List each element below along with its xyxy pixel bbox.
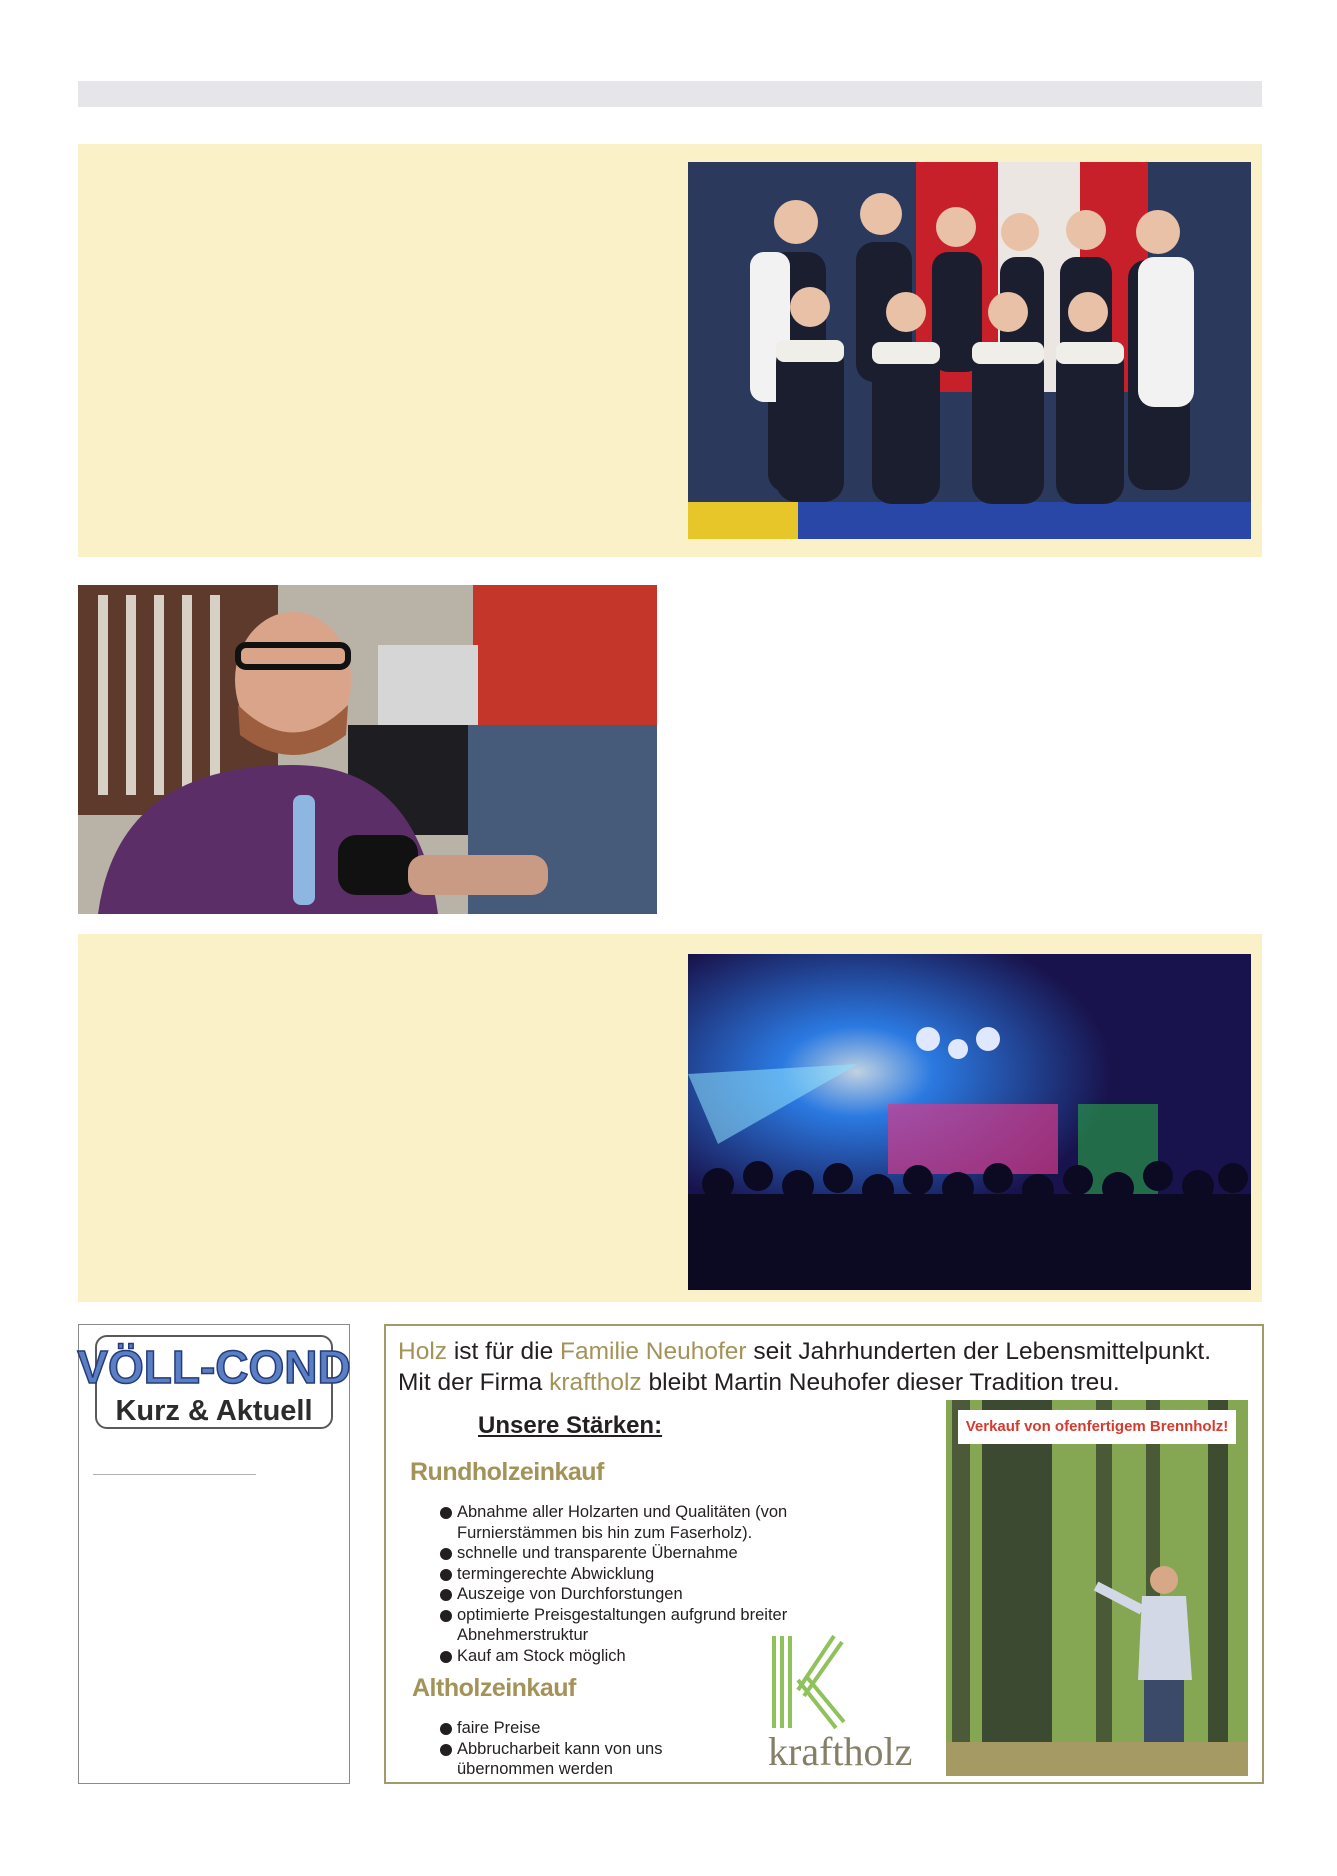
section-title-altholz: Altholzeinkauf: [412, 1674, 576, 1702]
rundholz-list: [440, 1502, 820, 1666]
brand-wordmark: kraftholz: [768, 1729, 913, 1774]
list-item: schnelle und transparente Übernahme: [440, 1543, 820, 1564]
kraftholz-k-icon: [768, 1632, 848, 1732]
tattoo-artist-photo: [78, 585, 657, 914]
headline-brand: kraftholz: [549, 1369, 642, 1396]
divider: [93, 1474, 256, 1475]
ad-headline: [398, 1336, 1258, 1398]
list-item: Kauf am Stock möglich: [440, 1646, 820, 1667]
headline-text: ist für die: [447, 1338, 561, 1365]
headline-holz: Holz: [398, 1338, 448, 1365]
svg-text:VÖLL-COND: VÖLL-COND: [77, 1341, 351, 1393]
list-item: Abbrucharbeit kann von uns übernommen werden: [440, 1739, 680, 1780]
strengths-title: Unsere Stärken:: [478, 1412, 663, 1439]
list-item: termingerechte Abwicklung: [440, 1564, 820, 1585]
altholz-list: [440, 1718, 680, 1780]
gymnastics-team-photo: [688, 162, 1251, 539]
header-bar: [78, 81, 1262, 107]
logo-caption: Kurz & Aktuell: [115, 1395, 313, 1427]
list-item: Abnahme aller Holzarten und Qualitäten (von Furnierstämmen bis hin zum Faserholz).: [440, 1502, 820, 1543]
headline-text: Mit der Firma: [398, 1369, 550, 1396]
forest-photo: [946, 1400, 1248, 1742]
headline-family: Familie Neuhofer: [560, 1338, 747, 1365]
kraftholz-advertisement: [384, 1324, 1264, 1784]
sidebar-box: [78, 1324, 350, 1784]
headline-text: seit Jahrhunderten der Lebensmittelpunkt.: [746, 1338, 1212, 1365]
vollcond-logo-mark: [77, 1339, 351, 1395]
list-item: Auszeige von Durchforstungen: [440, 1584, 820, 1605]
list-item: optimierte Preisgestaltungen aufgrund breiter Abnehmerstruktur: [440, 1605, 820, 1646]
section-title-rundholz: Rundholzeinkauf: [410, 1458, 604, 1486]
list-item: faire Preise: [440, 1718, 680, 1739]
forest-footer-bar: [946, 1742, 1248, 1776]
nightclub-crowd-photo: [688, 954, 1251, 1290]
brennholz-badge: Verkauf von ofenfertigem Brennholz!: [958, 1410, 1236, 1444]
headline-text: bleibt Martin Neuhofer dieser Tradition treu.: [641, 1369, 1120, 1396]
vollcond-logo: [77, 1335, 351, 1429]
